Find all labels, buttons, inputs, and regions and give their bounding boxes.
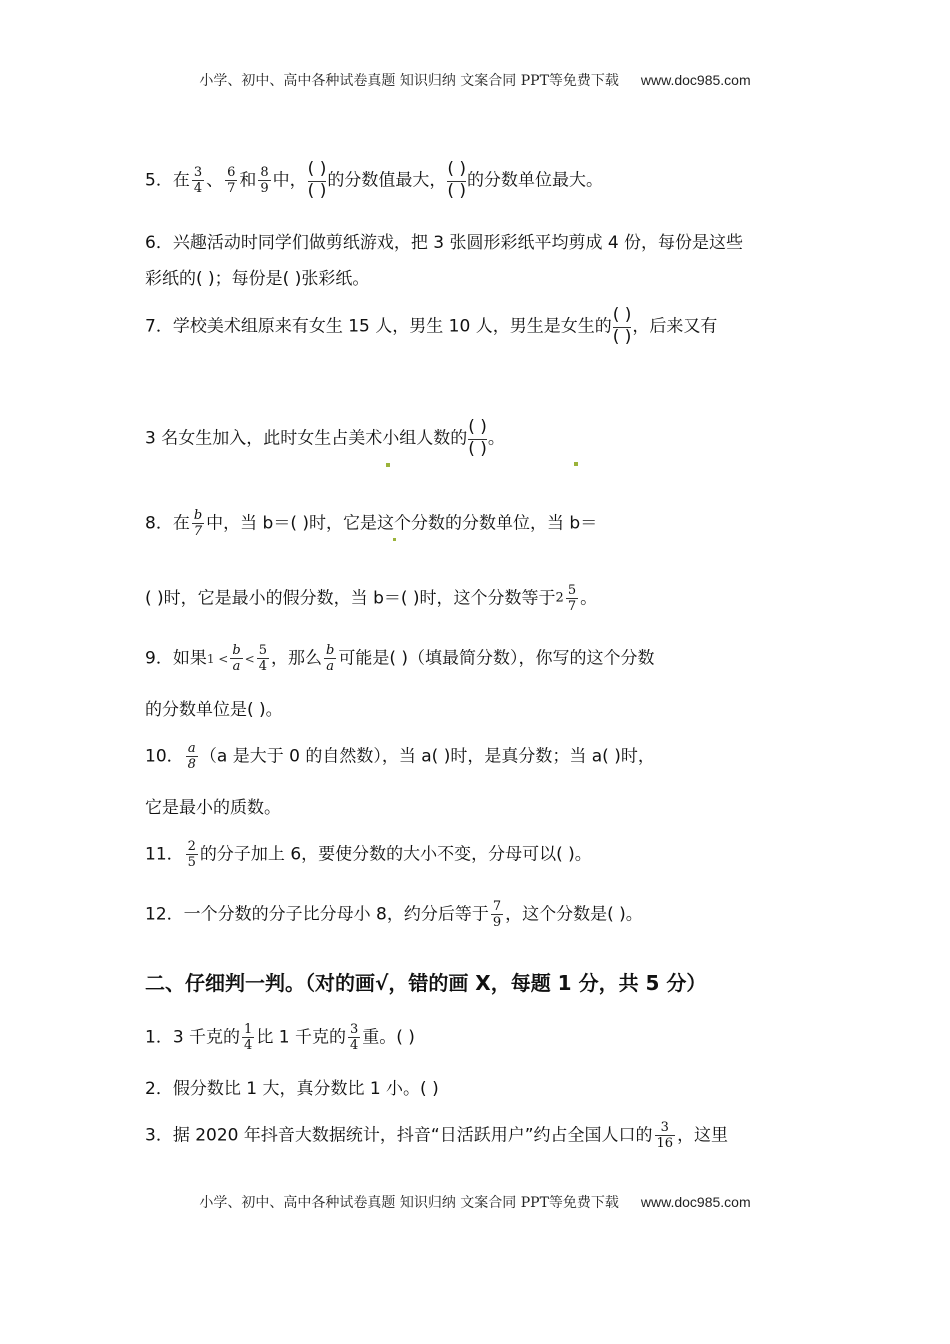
answer-blank-fraction[interactable]: ( ) ( ) xyxy=(612,305,632,347)
q5-text-f: 的分数单位最大。 xyxy=(467,170,604,191)
q5-text-e: 的分数值最大， xyxy=(327,170,447,191)
question-8-line-2 xyxy=(145,583,597,614)
question-7-line-2 xyxy=(145,418,505,459)
q7-text: 7．学校美术组原来有女生 15 人，男生 10 人，男生是女生的 xyxy=(145,316,612,337)
q8-text-a: 8．在 xyxy=(145,513,190,534)
question-12 xyxy=(145,899,643,930)
q9-text-b: ，那么 xyxy=(271,648,323,669)
inequality-part: < xyxy=(244,651,255,666)
j1-text-b: 比 1 千克的 xyxy=(256,1027,346,1048)
page-header xyxy=(0,70,950,90)
q5-text-d: 中， xyxy=(272,170,307,191)
question-5 xyxy=(145,160,603,201)
fraction-6-7: $\frac{6}{7}$ xyxy=(227,165,236,196)
page-footer xyxy=(0,1192,950,1212)
fraction-3-16: $\frac{3}{16}$ xyxy=(656,1120,674,1151)
j3-text-b: ，这里 xyxy=(677,1125,729,1146)
q8-text-b: 中，当 b＝( )时，它是这个分数的分数单位，当 b＝ xyxy=(206,513,598,534)
q10-text-b: （a 是大于 0 的自然数），当 a( )时，是真分数；当 a( )时， xyxy=(199,746,655,767)
fraction-3-4: $\frac{3}{4}$ xyxy=(193,165,203,196)
q12-text-b: ，这个分数是( )。 xyxy=(505,904,643,925)
question-6-line-2: 彩纸的( )；每份是( )张彩纸。 xyxy=(145,269,370,289)
j3-text-a: 3．据 2020 年抖音大数据统计，抖音“日活跃用户”约占全国人口的 xyxy=(145,1125,653,1146)
answer-blank-fraction[interactable]: ( ) ( ) xyxy=(307,159,327,201)
header-site: www.doc985.com xyxy=(640,72,751,88)
j1-text-a: 1．3 千克的 xyxy=(145,1027,241,1048)
mixed-number-2-5-7: 2 $\frac{5}{7}$ xyxy=(555,583,577,614)
stray-dot xyxy=(393,538,396,541)
q5-text-b: 、 xyxy=(206,170,224,191)
j1-text-c: 重。( ) xyxy=(362,1027,415,1048)
footer-site: www.doc985.com xyxy=(640,1194,751,1210)
question-10-line-1 xyxy=(145,741,655,772)
q8-text-2-end: 。 xyxy=(580,588,598,609)
fraction-b-a: $\frac{b}{a}$ xyxy=(232,643,241,674)
judge-1 xyxy=(145,1022,415,1053)
fraction-3-4: $\frac{3}{4}$ xyxy=(349,1022,359,1053)
question-8-line-1 xyxy=(145,508,597,539)
question-9-line-1 xyxy=(145,643,655,674)
fraction-1-4: $\frac{1}{4}$ xyxy=(244,1022,253,1053)
q12-text-a: 12．一个分数的分子比分母小 8，约分后等于 xyxy=(145,904,489,925)
q7-text-2: 3 名女生加入，此时女生占美术小组人数的 xyxy=(145,428,468,449)
header-text: 小学、初中、高中各种试卷真题 知识归纳 文案合同 PPT等免费下载 xyxy=(199,73,619,89)
q7-text-end: ，后来又有 xyxy=(632,316,718,337)
question-11 xyxy=(145,839,592,870)
answer-blank-fraction[interactable]: ( ) ( ) xyxy=(447,159,467,201)
fraction-a-8: $\frac{a}{8}$ xyxy=(187,741,196,772)
stray-dot xyxy=(386,463,390,467)
question-6-line-1: 6．兴趣活动时同学们做剪纸游戏，把 3 张圆形彩纸平均剪成 4 份，每份是这些 xyxy=(145,233,744,253)
question-10-line-2: 它是最小的质数。 xyxy=(145,798,281,818)
q5-text-a: 5．在 xyxy=(145,170,190,191)
q9-text-a: 9．如果 xyxy=(145,648,207,669)
q10-text-a: 10． xyxy=(145,746,184,767)
fraction-8-9: $\frac{8}{9}$ xyxy=(260,165,269,196)
q11-text-a: 11． xyxy=(145,844,184,865)
section-2-title: 二、仔细判一判。（对的画√，错的画 X，每题 1 分，共 5 分） xyxy=(145,971,707,995)
q11-text-b: 的分子加上 6，要使分数的大小不变，分母可以( )。 xyxy=(199,844,592,865)
judge-2: 2．假分数比 1 大，真分数比 1 小。( ) xyxy=(145,1079,439,1099)
fraction-7-9: $\frac{7}{9}$ xyxy=(492,899,502,930)
stray-dot xyxy=(574,462,578,466)
question-9-line-2: 的分数单位是( )。 xyxy=(145,700,283,720)
q8-text-2: ( )时，它是最小的假分数，当 b＝( )时，这个分数等于 xyxy=(145,588,556,609)
answer-blank-fraction[interactable]: ( ) ( ) xyxy=(468,417,487,459)
footer-text: 小学、初中、高中各种试卷真题 知识归纳 文案合同 PPT等免费下载 xyxy=(199,1195,619,1211)
question-7-line-1 xyxy=(145,306,717,347)
fraction-b-a-2: $\frac{b}{a}$ xyxy=(326,643,335,674)
fraction-b-7: $\frac{b}{7}$ xyxy=(193,508,203,539)
q7-text-2-end: 。 xyxy=(487,428,505,449)
judge-3 xyxy=(145,1120,728,1151)
inequality-part: 1 < xyxy=(206,651,229,666)
fraction-2-5: $\frac{2}{5}$ xyxy=(187,839,196,870)
fraction-5-4: $\frac{5}{4}$ xyxy=(258,643,268,674)
q9-text-c: 可能是( )（填最简分数），你写的这个分数 xyxy=(338,648,655,669)
q5-text-c: 和 xyxy=(239,170,257,191)
